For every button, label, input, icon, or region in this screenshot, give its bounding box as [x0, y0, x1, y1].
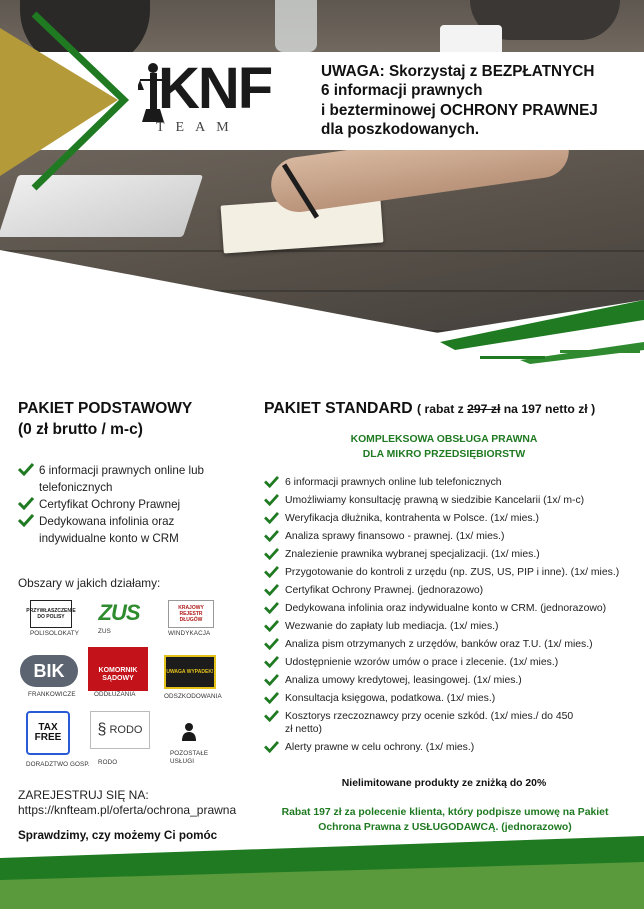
logo-subtitle: TEAM [156, 120, 240, 135]
feature-text: Przygotowanie do kontroli z urzędu (np. ZUS, US, PIP i inne). (1x/ mies.) [285, 567, 620, 578]
feature-text: Analiza sprawy finansowo - prawnej. (1x/ mies.) [285, 531, 505, 542]
area-item [170, 723, 240, 766]
list-item [264, 566, 634, 579]
basic-package-price: (0 zł brutto / m-c) [18, 421, 143, 438]
feature-text: 6 informacji prawnych online lub telefonicznych [285, 477, 502, 488]
discount-suffix: na 197 netto zł ) [500, 402, 596, 416]
list-item [264, 710, 575, 736]
area-item [88, 647, 158, 699]
list-item [18, 496, 250, 513]
basic-feature-list [18, 462, 250, 547]
list-item [264, 584, 634, 597]
list-item [264, 476, 634, 489]
footer-tagline: Sprawdzimy, czy możemy Ci pomóc [18, 829, 218, 842]
wypadek-logo: UWAGA WYPADEK! [164, 655, 216, 689]
area-label: ODSZKODOWANIA [164, 693, 222, 700]
check-icon [264, 602, 279, 614]
feature-text: Analiza umowy kredytowej, leasingowej. (1x/ mies.) [285, 675, 522, 686]
check-icon [264, 494, 279, 506]
list-item [264, 692, 634, 705]
feature-text: Alerty prawne w celu ochrony. (1x/ mies.) [285, 742, 475, 753]
area-label: DORADZTWO GOSP. [26, 761, 90, 768]
rodo-logo-text: RODO [109, 724, 143, 736]
company-logo [138, 58, 288, 143]
feature-text: Certyfikat Ochrony Prawnej [39, 498, 181, 511]
announcement-line: i bezterminowej OCHRONY PRAWNEJ [321, 101, 598, 119]
standard-title-text: PAKIET STANDARD [264, 400, 413, 417]
person-icon [182, 723, 196, 741]
check-icon [264, 584, 279, 596]
area-label: POZOSTAŁE USŁUGI [170, 750, 209, 765]
feature-text: Analiza pism otrzymanych z urzędów, banków oraz T.U. (1x/ mies.) [285, 639, 593, 650]
announcement-line: UWAGA: Skorzystaj z BEZPŁATNYCH [321, 63, 595, 80]
check-icon [264, 656, 279, 668]
feature-text: Umożliwiamy konsultację prawną w siedzibie Kancelarii (1x/ m-c) [285, 495, 585, 506]
check-icon [264, 566, 279, 578]
check-icon [18, 497, 34, 510]
rodo-logo [90, 711, 150, 749]
list-item [264, 656, 634, 669]
discount-prefix: ( rabat z [417, 402, 468, 416]
subtitle-line: KOMPLEKSOWA OBSŁUGA PRAWNA [350, 434, 538, 445]
area-label: FRANKOWICZE [28, 691, 76, 698]
check-icon [264, 741, 279, 753]
list-item [264, 638, 634, 651]
check-icon [264, 710, 279, 722]
check-icon [18, 463, 34, 476]
subtitle-line: DLA MIKRO PRZEDSIĘBIORSTW [362, 449, 526, 460]
check-icon [264, 638, 279, 650]
check-icon [18, 514, 34, 527]
check-icon [264, 674, 279, 686]
list-item [264, 494, 634, 507]
feature-text: Kosztorys rzeczoznawcy przy ocenie szkód. (1x/ mies./ do 450 zł netto) [285, 711, 574, 735]
zus-logo: ZUS [98, 600, 140, 625]
check-icon [264, 476, 279, 488]
areas-title: Obszary w jakich działamy: [18, 576, 161, 590]
standard-discount [417, 402, 595, 416]
announcement-line: 6 informacji prawnych [321, 82, 483, 100]
area-label: POLISOLOKATY [30, 630, 80, 637]
komornik-logo: KOMORNIK SĄDOWY [88, 647, 148, 691]
areas-grid [18, 597, 248, 787]
area-label: RODO [98, 759, 118, 766]
krd-logo: KRAJOWY REJESTR DŁUGÓW [168, 600, 214, 628]
standard-feature-list [264, 476, 634, 759]
list-item [264, 741, 634, 754]
check-icon [264, 620, 279, 632]
area-label: WINDYKACJA [168, 630, 211, 637]
list-item [18, 462, 209, 496]
register-link[interactable]: https://knfteam.pl/oferta/ochrona_prawna [18, 803, 237, 817]
check-icon [264, 692, 279, 704]
area-item [168, 600, 238, 638]
standard-package-header [264, 398, 638, 420]
feature-text: Znalezienie prawnika wybranej specjalizacji. (1x/ mies.) [285, 549, 540, 560]
feature-text: 6 informacji prawnych online lub telefonicznych [39, 464, 204, 494]
tax-free-logo: TAX FREE [26, 711, 70, 755]
logo-wordmark: KNF [158, 56, 272, 121]
list-item [18, 513, 219, 547]
feature-text: Weryfikacja dłużnika, kontrahenta w Polsce. (1x/ mies.) [285, 513, 539, 524]
basic-package-title: PAKIET PODSTAWOWY [18, 400, 193, 417]
feature-text: Konsultacja księgowa, podatkowa. (1x/ mies.) [285, 693, 496, 704]
feature-text: Udostępnienie wzorów umów o prace i zlecenie. (1x/ mies.) [285, 657, 559, 668]
check-icon [264, 548, 279, 560]
check-icon [264, 512, 279, 524]
feature-text: Wezwanie do zapłaty lub mediacja. (1x/ mies.) [285, 621, 499, 632]
list-item [264, 530, 634, 543]
standard-package-subtitle [264, 432, 624, 462]
area-item [26, 711, 96, 769]
register-block [18, 788, 236, 818]
area-item [90, 711, 160, 767]
feature-text: Dedykowana infolinia oraz indywidualne konto w CRM [39, 515, 179, 545]
register-label: ZAREJESTRUJ SIĘ NA: [18, 788, 149, 802]
basic-package [18, 398, 250, 547]
feature-text: Certyfikat Ochrony Prawnej. (jednorazowo) [285, 585, 484, 596]
area-item [20, 655, 90, 699]
area-item [98, 600, 168, 636]
list-item [264, 548, 634, 561]
feature-text: Dedykowana infolinia oraz indywidualne konto w CRM. (jednorazowo) [285, 603, 607, 614]
list-item [264, 512, 634, 525]
area-item [26, 600, 100, 638]
announcement-headline [321, 62, 639, 140]
old-price: 297 zł [467, 402, 501, 416]
referral-discount-note: Rabat 197 zł za polecenie klienta, który podpisze umowę na Pakiet Ochrona Prawna z USŁUGODAWCĄ. (jednorazowo) [281, 807, 609, 833]
area-label: ZUS [98, 628, 111, 635]
unlimited-products-note: Nielimitowane produkty ze zniżką do 20% [341, 778, 547, 789]
list-item [264, 674, 634, 687]
paragraph-icon: § [97, 721, 107, 738]
check-icon [264, 530, 279, 542]
polisolokaty-logo: PRZYWŁASZCZENIE DO POLISY [30, 600, 72, 628]
standard-package-title [264, 398, 638, 420]
list-item [264, 602, 634, 615]
area-item [164, 655, 234, 701]
bik-logo: BIK [20, 655, 78, 687]
area-label: ODDŁUŻANIA [94, 691, 136, 698]
list-item [264, 620, 634, 633]
announcement-line: dla poszkodowanych. [321, 121, 480, 139]
